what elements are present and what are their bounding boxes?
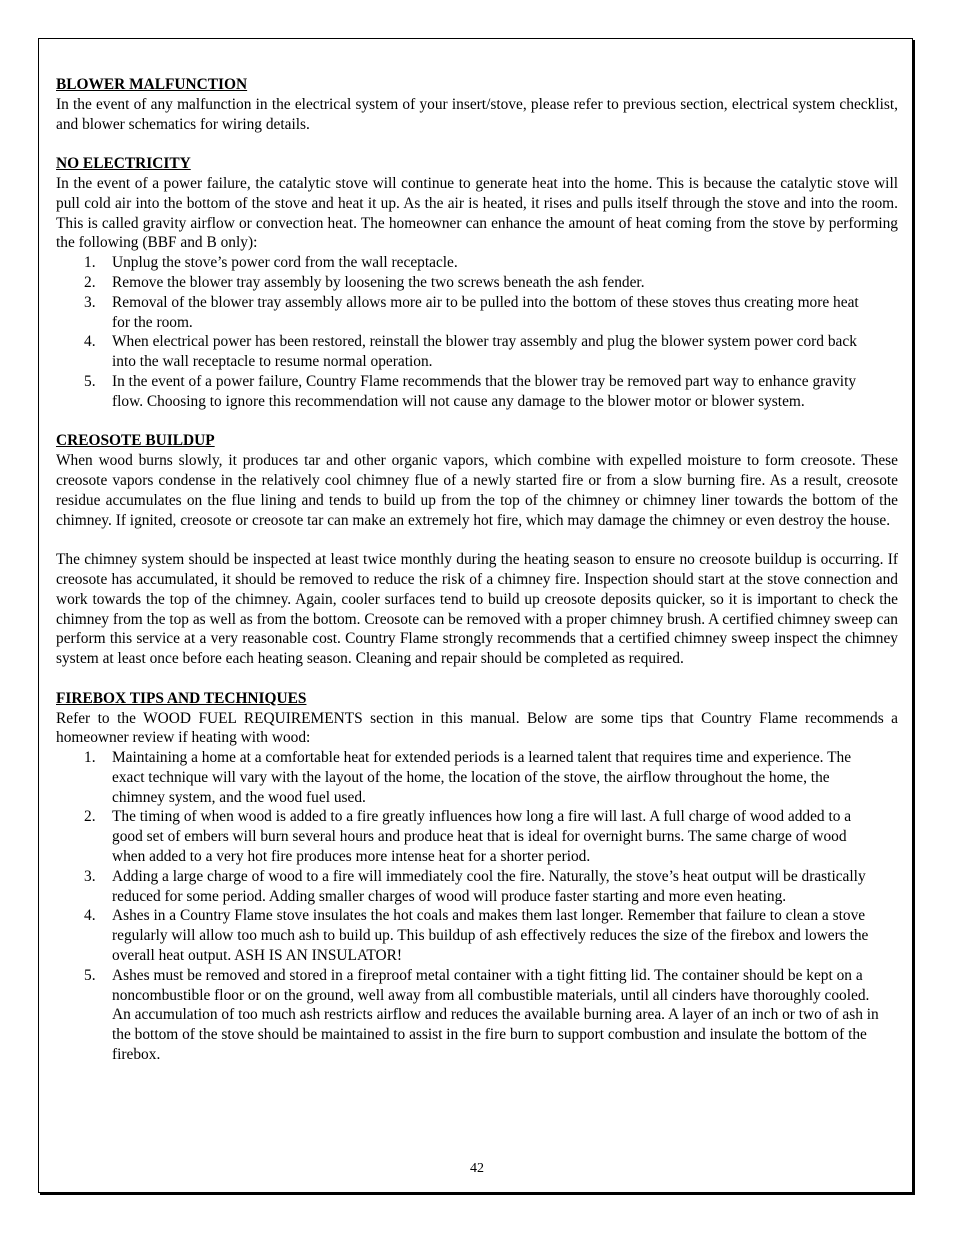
list-item-text: When electrical power has been restored, reinstall the blower tray assembly and plug the blower system power cord back into the wall receptacle to resume normal operation. — [112, 333, 857, 371]
section-heading: FIREBOX TIPS AND TECHNIQUES — [56, 689, 307, 707]
list-item — [56, 253, 898, 273]
section-blower-malfunction — [56, 75, 898, 134]
list-item-text: Unplug the stove’s power cord from the wall receptacle. — [112, 254, 458, 272]
list-item-text: In the event of a power failure, Country Flame recommends that the blower tray be removed part way to enhance gravity flow. Choosing to ignore this recommendation will not cause any damage to the blower motor or blower system. — [112, 372, 857, 410]
list-item-text: Ashes in a Country Flame stove insulates the hot coals and makes them last longer. Remember that failure to clean a stove regularly will allow too much ash to build up. This buildup of ash effectively reduces the size of the firebox and lowers the overall heat output. ASH IS AN INSULATOR! — [112, 907, 869, 965]
numbered-list — [56, 748, 898, 1065]
section-no-electricity — [56, 154, 898, 411]
list-item-text: The timing of when wood is added to a fire greatly influences how long a fire will last. A full charge of wood added to a good set of embers will burn several hours and produce heat that is ideal for overnight burns. The same charge of wood when added to a very hot fire produces more intense heat for a shorter period. — [112, 808, 852, 866]
list-item — [56, 293, 898, 333]
list-item-text: Adding a large charge of wood to a fire will immediately cool the fire. Naturally, the stove’s heat output will be drastically reduced for some period. Adding smaller charges of wood will produce faster starting and more even heating. — [112, 867, 866, 905]
list-number: 2. — [84, 273, 96, 291]
paragraph: When wood burns slowly, it produces tar and other organic vapors, which combine with expelled moisture to form creosote. These creosote vapors condense in the relatively cool chimney flue of a newly started fire or from a slow burning fire. As a result, creosote residue accumulates on the flue lining and tends to build up from the top of the chimney or chimney liner towards the bottom of the chimney. If ignited, creosote or creosote tar can make an extremely hot fire, which may damage the chimney or even destroy the house. — [56, 452, 898, 529]
numbered-list — [56, 253, 898, 411]
list-item — [56, 867, 898, 907]
section-firebox-tips — [56, 689, 898, 1065]
list-number: 5. — [84, 966, 96, 984]
document-body — [56, 75, 898, 1085]
page-number: 42 — [470, 1161, 484, 1176]
list-number: 1. — [84, 254, 96, 272]
list-item — [56, 966, 898, 1065]
section-heading: CREOSOTE BUILDUP — [56, 432, 215, 450]
list-number: 3. — [84, 867, 96, 885]
list-item — [56, 807, 898, 866]
list-number: 1. — [84, 749, 96, 767]
paragraph: The chimney system should be inspected at least twice monthly during the heating season to ensure no creosote buildup is occurring. If creosote has accumulated, it should be removed to reduce the risk of a chimney fire. Inspection should start at the stove connection and work towards the top of the chimney. Again, cooler surfaces tend to build up creosote deposits quicker, so it is important to check the chimney from the top as well as from the bottom. Creosote can be removed with a proper chimney brush. A certified chimney sweep can perform this service at a very reasonable cost. Country Flame strongly recommends that a certified chimney sweep inspect the chimney system at least once before each heating season. Cleaning and repair should be completed as required. — [56, 551, 898, 668]
section-creosote-buildup — [56, 431, 898, 669]
list-item — [56, 748, 898, 807]
list-item-text: Removal of the blower tray assembly allows more air to be pulled into the bottom of these stoves thus creating more heat for the room. — [112, 293, 859, 331]
paragraph: Refer to the WOOD FUEL REQUIREMENTS section in this manual. Below are some tips that Country Flame recommends a homeowner review if heating with wood: — [56, 709, 898, 747]
paragraph: In the event of a power failure, the catalytic stove will continue to generate heat into the home. This is because the catalytic stove will pull cold air into the bottom of the stove and heat it up. As the air is heated, it rises and pulls itself through the stove and into the room. This is called gravity airflow or convection heat. The homeowner can enhance the amount of heat coming from the stove by performing the following (BBF and B only): — [56, 174, 898, 252]
list-number: 4. — [84, 907, 96, 925]
list-item — [56, 273, 898, 293]
paragraph: In the event of any malfunction in the electrical system of your insert/stove, please refer to previous section, electrical system checklist, and blower schematics for wiring details. — [56, 95, 898, 133]
list-number: 3. — [84, 293, 96, 311]
list-item — [56, 372, 898, 412]
list-item-text: Ashes must be removed and stored in a fireproof metal container with a tight fitting lid. The container should be kept on a noncombustible floor or on the ground, well away from all combustible materials, until all cinders have thoroughly cooled. An accumulation of too much ash restricts airflow and reduces the available burning area. A layer of an inch or two of ash in the bottom of the stove should be maintained to assist in the fire burn to support combustion and insulate the bottom of the firebox. — [112, 966, 879, 1064]
list-item — [56, 906, 898, 965]
section-heading: NO ELECTRICITY — [56, 155, 191, 173]
list-number: 4. — [84, 333, 96, 351]
list-number: 2. — [84, 808, 96, 826]
list-item-text: Remove the blower tray assembly by loosening the two screws beneath the ash fender. — [112, 273, 645, 291]
section-heading: BLOWER MALFUNCTION — [56, 76, 248, 93]
list-item — [56, 332, 898, 372]
list-number: 5. — [84, 372, 96, 390]
list-item-text: Maintaining a home at a comfortable heat for extended periods is a learned talent that requires time and experience. The exact technique will vary with the layout of the home, the location of the stove, the airflow throughout the home, the chimney system, and the wood fuel used. — [112, 749, 852, 806]
